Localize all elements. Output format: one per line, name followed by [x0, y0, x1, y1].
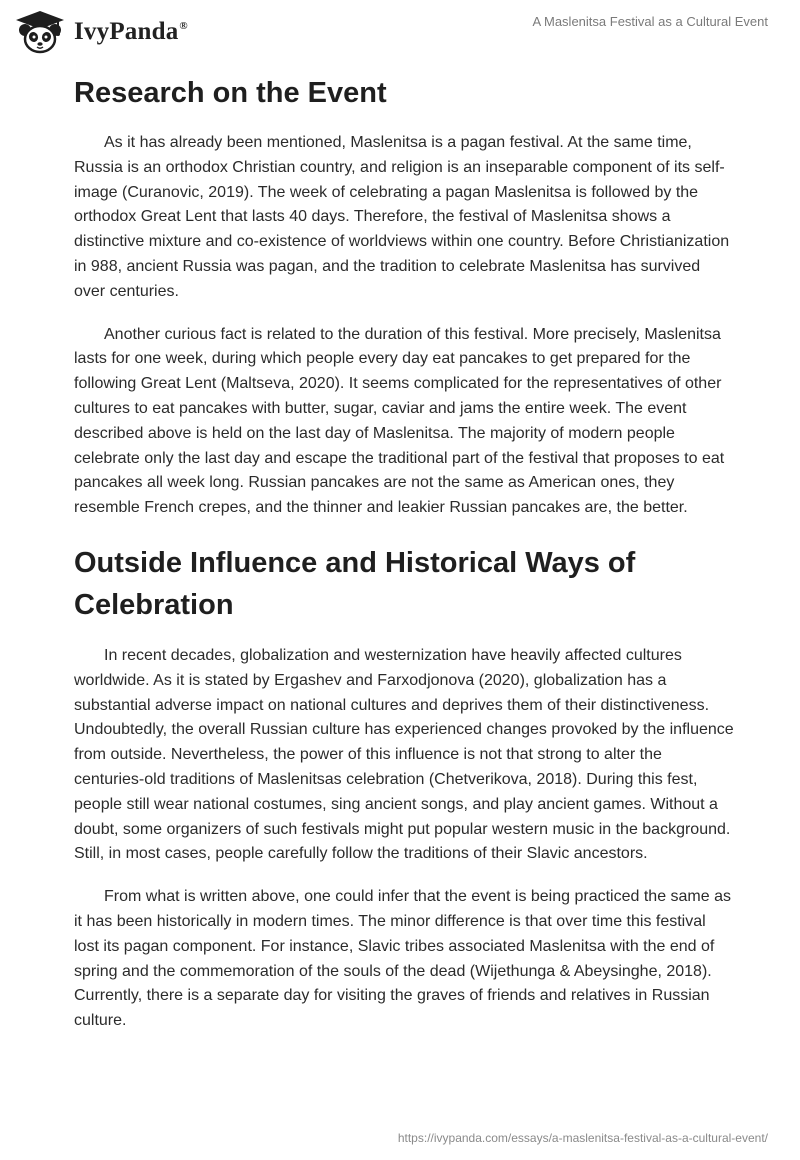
essay-content	[74, 68, 734, 1034]
document-title: A Maslenitsa Festival as a Cultural Event	[532, 14, 768, 29]
paragraph: As it has already been mentioned, Maslenitsa is a pagan festival. At the same time, Russia is an orthodox Christian country, and religion is an inseparable component of its self-image (Curanovic, 2019). The week of celebrating a pagan Maslenitsa is followed by the orthodox Great Lent that lasts 40 days. Therefore, the festival of Maslenitsa shows a distinctive mixture and co-existence of worldviews within one country. Before Christianization in 988, ancient Russia was pagan, and the tradition to celebrate Maslenitsa has survived over centuries.	[74, 134, 730, 300]
source-url[interactable]: https://ivypanda.com/essays/a-maslenitsa-festival-as-a-cultural-event/	[397, 1131, 768, 1145]
paragraph: From what is written above, one could infer that the event is being practiced the same as it has been historically in modern times. The minor difference is that over time this festival lost its pagan component. For instance, Slavic tribes associated Maslenitsa with the end of spring and the commemoration of the souls of the dead (Wijethunga & Abeysinghe, 2018). Currently, there is a separate day for visiting the graves of friends and relatives in Russian culture.	[74, 888, 731, 1030]
panda-graduate-icon	[14, 9, 66, 55]
paragraph: Another curious fact is related to the duration of this festival. More precisely, Maslenitsa lasts for one week, during which people every day eat pancakes to get prepared for the following Great Lent (Maltseva, 2020). It seems complicated for the representatives of other cultures to eat pancakes with butter, sugar, caviar and jams the entire week. The event described above is held on the last day of Maslenitsa. The majority of modern people celebrate only the last day and escape the traditional part of the festival that proposes to eat pancakes all week long. Russian pancakes are not the same as American ones, they resemble French crepes, and the thinner and leakier Russian pancakes are, the better.	[74, 325, 725, 517]
paragraph: In recent decades, globalization and westernization have heavily affected cultures worldwide. As it is stated by Ergashev and Farxodjonova (2020), globalization has a substantial adverse impact on national cultures and deprives them of their distinctiveness. Undoubtedly, the overall Russian culture has experienced changes provoked by the influence from outside. Nevertheless, the power of this influence is not that strong to alter the centuries-old traditions of Maslenitsas celebration (Chetverikova, 2018). During this fest, people still wear national costumes, sing ancient songs, and play ancient games. Without a doubt, some organizers of such festivals might put popular western music in the background. Still, in most cases, people carefully follow the traditions of their Slavic ancestors.	[74, 646, 734, 863]
page-header	[0, 0, 800, 70]
section-heading-outside-influence: Outside Influence and Historical Ways of Celebration	[74, 546, 636, 621]
brand-logo[interactable]	[14, 8, 188, 56]
brand-name: IvyPanda®	[74, 18, 188, 45]
section-heading-research: Research on the Event	[74, 77, 387, 109]
